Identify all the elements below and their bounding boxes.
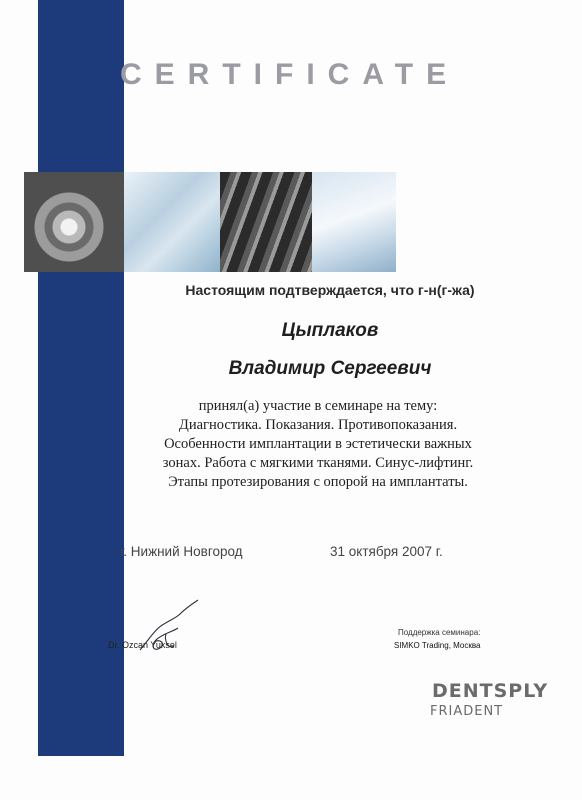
seminar-line: Диагностика. Показания. Противопоказания. — [178, 417, 458, 433]
friadent-logo: FRIADENT — [430, 704, 504, 719]
dentsply-logo: DENTSPLY — [432, 680, 549, 702]
dental-procedure-photo — [124, 172, 220, 272]
recipient-given-names: Владимир Сергеевич — [228, 358, 432, 379]
seminar-line: Особенности имплантации в эстетически важных — [164, 436, 472, 452]
recipient-surname: Цыплаков — [281, 320, 379, 341]
seminar-line: зонах. Работа с мягкими тканями. Синус-лифтинг. — [162, 455, 474, 471]
signer-name: Dr. Ozcan Yuksel — [108, 640, 177, 650]
city: г. Нижний Новгород — [120, 544, 243, 559]
photo-strip — [24, 172, 396, 272]
date: 31 октября 2007 г. — [330, 544, 443, 559]
seminar-description — [110, 397, 526, 492]
doctor-photo — [312, 172, 396, 272]
confirmation-text: Настоящим подтверждается, что г-н(г-жа) — [185, 282, 475, 298]
seminar-line: Этапы протезирования с опорой на имплантаты. — [168, 474, 468, 490]
support-name: SIMKO Trading, Москва — [394, 641, 481, 650]
seminar-line: принял(а) участие в семинаре на тему: — [198, 398, 438, 414]
implant-thread-photo — [220, 172, 312, 272]
support-label: Поддержка семинара: — [398, 628, 481, 637]
cell-microscopy-photo — [24, 172, 124, 272]
certificate-title: CERTIFICATE — [120, 58, 460, 91]
